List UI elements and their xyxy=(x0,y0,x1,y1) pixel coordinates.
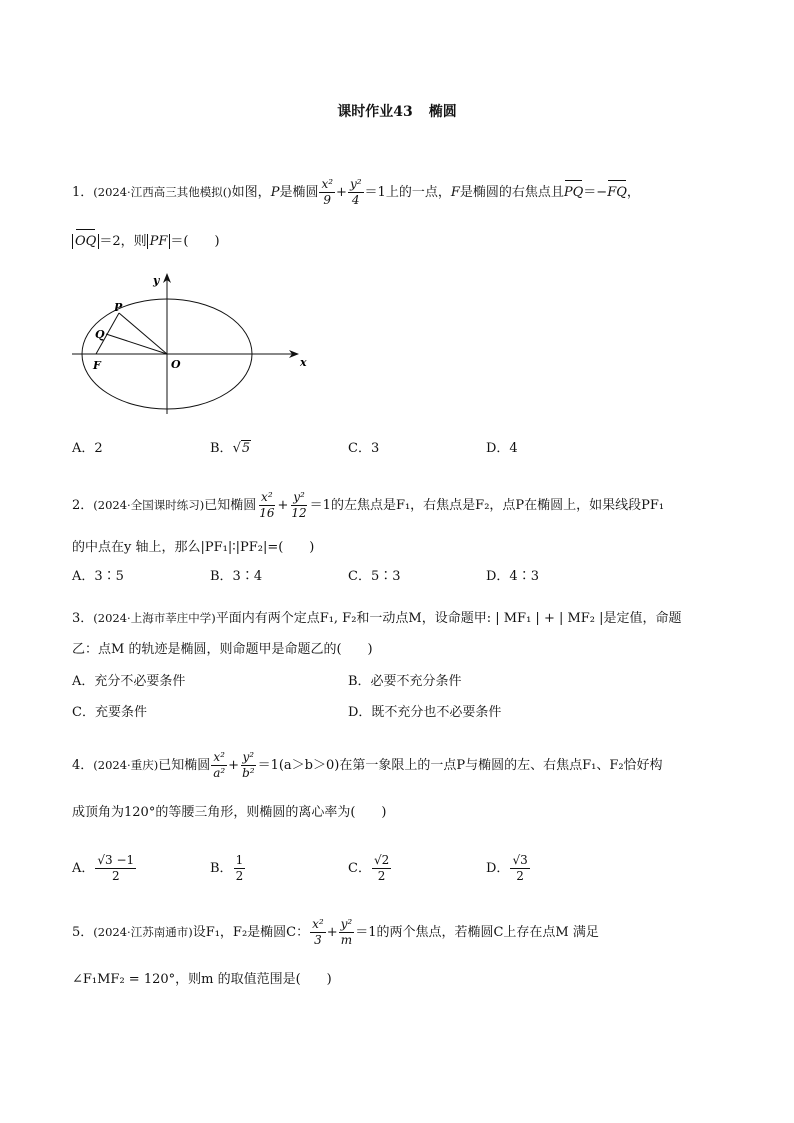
q1-stem-line2: OQ ＝2，则 PF ＝( ) xyxy=(72,232,220,252)
q2-frac-x: $\frac{\text{x²}}{16}$ xyxy=(259,490,275,520)
q3-option-c[interactable]: C．充要条件 xyxy=(72,705,147,720)
q1-option-b[interactable]: B．√5 xyxy=(210,441,251,456)
page-title xyxy=(0,101,794,121)
q5-source: (2024·江苏南通市) xyxy=(93,925,193,939)
title-topic: 椭圆 xyxy=(428,104,457,120)
q5-frac-x: $\frac{\text{x²}}{3}$ xyxy=(312,917,324,947)
q4-frac-x: $\frac{\text{x²}}{\text{a²}}$ xyxy=(213,750,226,780)
q5-frac-y: $\frac{\text{y²}}{m}$ xyxy=(340,917,353,947)
q4-option-c[interactable]: C． $\frac{√2}{2}$ xyxy=(348,853,390,883)
segment-OQ xyxy=(106,334,167,354)
q4-option-d[interactable]: D． $\frac{√3}{2}$ xyxy=(486,853,528,883)
q2-option-b[interactable]: B．3∶4 xyxy=(210,569,263,584)
q4-option-b[interactable]: B． $\frac{1}{2}$ xyxy=(210,853,244,883)
q3-source: (2024·上海市莘庄中学) xyxy=(93,611,216,625)
q3-option-d[interactable]: D．既不充分也不必要条件 xyxy=(348,705,502,720)
q1-frac-y: $\frac{\text{y²}}{4}$ xyxy=(349,177,362,207)
label-x: x xyxy=(300,356,307,369)
label-P: P xyxy=(114,301,123,314)
q1-source: (2024·江西高三其他模拟() xyxy=(93,185,232,199)
q1-stem-line1: 1．(2024·江西高三其他模拟()如图，P是椭圆 $\frac{\text{x²}}{9}$ + $\frac{\text{y²}}{4}$ ＝1上的一点，F是椭圆的右焦点且PQ＝−FQ， xyxy=(72,177,640,207)
q3-option-a[interactable]: A．充分不必要条件 xyxy=(72,674,186,689)
vector-OQ: OQ xyxy=(75,232,96,252)
q4-stem-line2: 成顶角为120°的等腰三角形，则椭圆的离心率为( ) xyxy=(72,805,387,820)
q2-option-a[interactable]: A．3∶5 xyxy=(72,569,124,584)
q1-frac-x: $\frac{\text{x²}}{9}$ xyxy=(321,177,334,207)
title-main: 课时作业43 xyxy=(337,104,413,120)
segment-OP xyxy=(119,313,167,354)
q4-frac-y: $\frac{\text{y²}}{\text{b²}}$ xyxy=(242,750,255,780)
q1-option-a[interactable]: A．2 xyxy=(72,441,103,456)
q5-stem-line2: ∠F₁MF₂ = 120°，则m 的取值范围是( ) xyxy=(72,972,332,987)
vector-FQ: FQ xyxy=(607,183,627,203)
q2-stem-line2: 的中点在y 轴上，那么|PF₁|∶|PF₂|=( ) xyxy=(72,540,315,555)
q1-ellipse-figure xyxy=(66,268,316,416)
q2-frac-y: $\frac{\text{y²}}{12}$ xyxy=(291,490,307,520)
q2-source: (2024·全国课时练习) xyxy=(93,498,205,512)
q4-source: (2024·重庆) xyxy=(93,758,159,772)
q2-option-c[interactable]: C．5∶3 xyxy=(348,569,401,584)
q4-option-a[interactable]: A． $\frac{√3 -1}{2}$ xyxy=(72,853,135,883)
q2-stem-line1: 2．(2024·全国课时练习)已知椭圆 $\frac{\text{x²}}{16}$ + $\frac{\text{y²}}{12}$ ＝1的左焦点是F₁，右焦点是F₂，点P在椭圆上，如果线段PF₁ xyxy=(72,490,665,520)
q4-stem-line1: 4．(2024·重庆)已知椭圆 $\frac{\text{x²}}{\text{a²}}$ + $\frac{\text{y²}}{\text{b²}}$ ＝1(a＞b＞0)在第一象限上的一点P与椭圆的左、右焦点F₁、F₂恰好构 xyxy=(72,750,663,780)
label-O: O xyxy=(171,358,181,371)
label-Q: Q xyxy=(95,328,105,341)
q3-stem-line2: 乙：点M 的轨迹是椭圆，则命题甲是命题乙的( ) xyxy=(72,642,373,657)
q3-stem-line1: 3．(2024·上海市莘庄中学)平面内有两个定点F₁, F₂和一动点M，设命题甲: | MF₁ | + | MF₂ |是定值，命题 xyxy=(72,611,682,626)
q1-option-d[interactable]: D．4 xyxy=(486,441,518,456)
abs-PF: PF xyxy=(147,234,171,249)
label-F: F xyxy=(93,359,101,372)
q1-option-c[interactable]: C．3 xyxy=(348,441,380,456)
vector-PQ: PQ xyxy=(564,183,583,203)
q5-stem-line1: 5．(2024·江苏南通市)设F₁，F₂是椭圆C： $\frac{\text{x²}}{3}$ + $\frac{\text{y²}}{m}$ ＝1的两个焦点，若椭圆C上存在点M 满足 xyxy=(72,917,599,947)
label-y: y xyxy=(153,274,160,287)
q3-option-b[interactable]: B．必要不充分条件 xyxy=(348,674,462,689)
q2-option-d[interactable]: D．4∶3 xyxy=(486,569,539,584)
